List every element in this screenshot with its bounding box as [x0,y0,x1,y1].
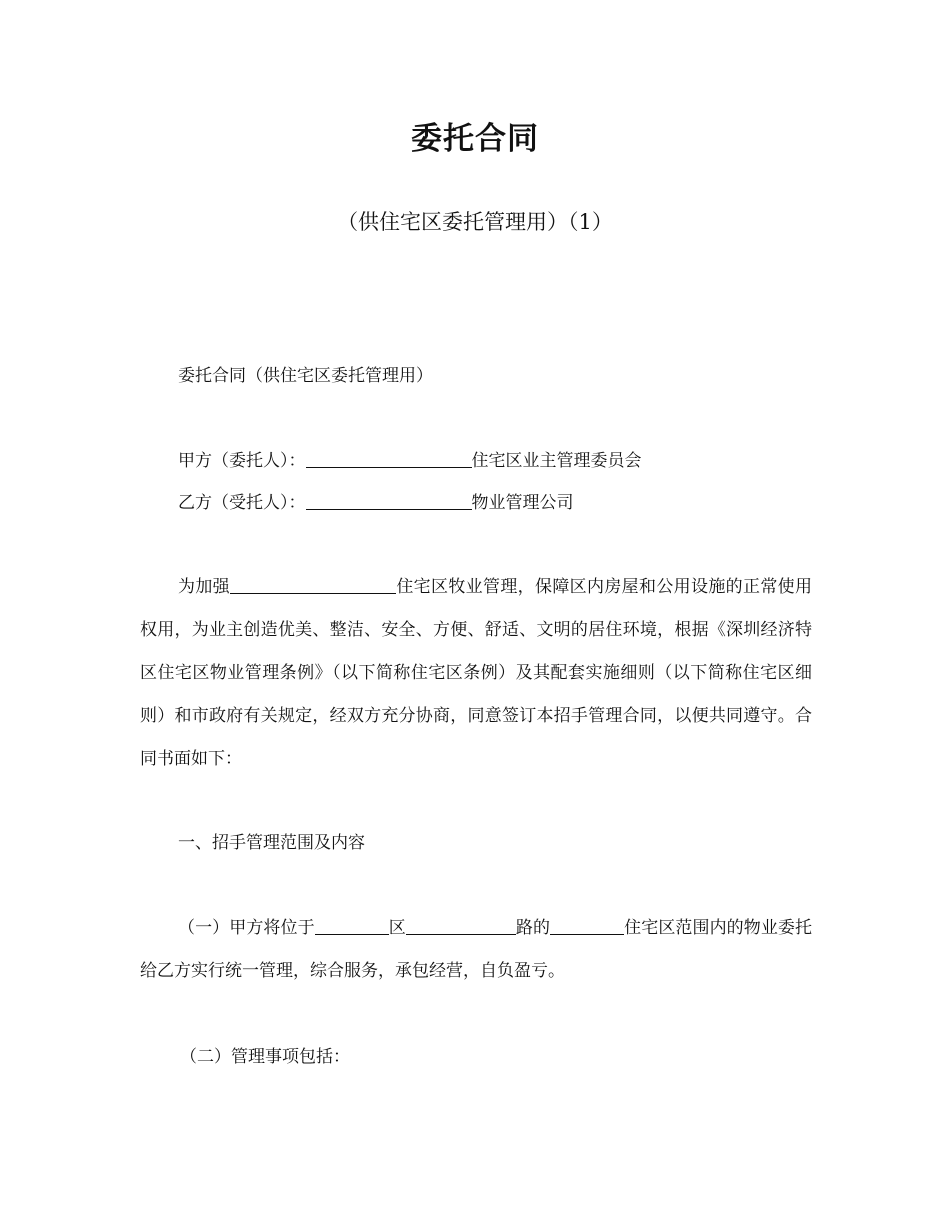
clause-1-rest: 住宅区范围内的物业委托给乙方实行统一管理，综合服务，承包经营，自负盈亏。 [140,918,813,981]
party-b-suffix: 物业管理公司 [471,493,574,513]
preamble-rest: 住宅区牧业管理，保障区内房屋和公用设施的正常使用权用，为业主创造优美、整洁、安全、方便、舒适、文明的居住环境，根据《深圳经济特区住宅区物业管理条例》（以下简称住宅区条例）及其配套实施细则（以下简称住宅区细则）和市政府有关规定，经双方充分协商，同意签订本招手管理合同，以便共同遵守。合同书面如下： [140,577,812,769]
party-b-blank [306,493,472,510]
section-1-heading: 一、招手管理范围及内容 [178,833,365,853]
party-b-line [178,492,574,514]
preamble-paragraph [140,566,812,781]
preamble-blank [230,577,396,594]
clause-1-blank-3 [550,918,624,935]
clause-1-lead: （一）甲方将位于 [178,918,315,938]
clause-2-line: （二）管理事项包括： [180,1047,350,1067]
party-a-line [178,450,642,472]
preamble-lead: 为加强 [178,577,230,597]
party-a-blank [306,451,472,468]
clause-1-blank-2 [406,918,516,935]
party-a-label: 甲方（委托人）： [178,451,306,471]
clause-1-blank-1 [315,918,389,935]
document-subtitle: （供住宅区委托管理用）（1） [337,210,613,234]
clause-1-district: 区 [388,918,406,938]
document-title: 委托合同 [411,121,539,157]
heading-line: 委托合同（供住宅区委托管理用） [178,366,433,386]
clause-1-road: 路的 [515,918,551,938]
clause-1-paragraph [140,907,812,993]
party-a-suffix: 住宅区业主管理委员会 [471,451,642,471]
party-b-label: 乙方（受托人）： [178,493,306,513]
